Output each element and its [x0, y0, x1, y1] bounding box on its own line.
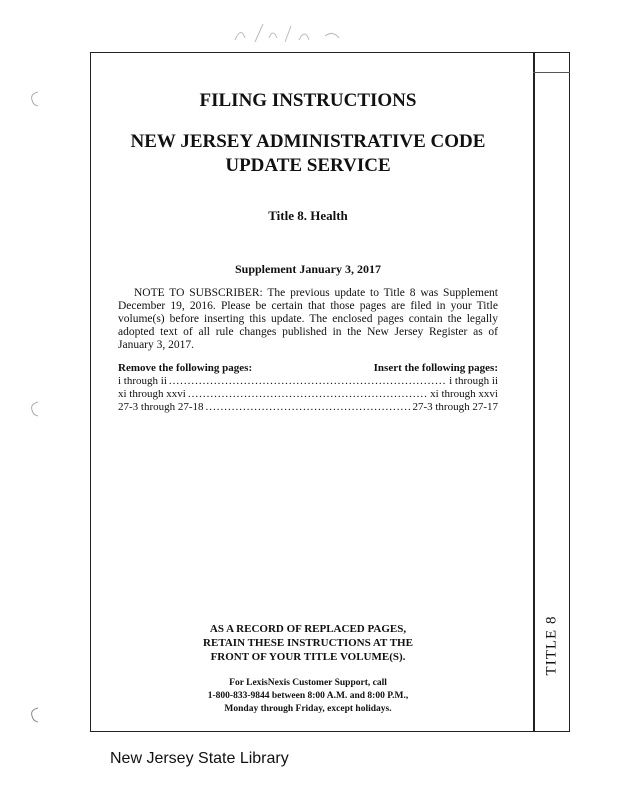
- support-line-1: For LexisNexis Customer Support, call: [229, 678, 387, 688]
- tab-divider-line: [533, 52, 535, 732]
- code-title-line-2: UPDATE SERVICE: [225, 155, 391, 176]
- punch-hole-mark: [28, 400, 42, 418]
- code-title-line-1: NEW JERSEY ADMINISTRATIVE CODE: [130, 131, 486, 152]
- supplement-date: Supplement January 3, 2017: [234, 262, 382, 276]
- subscriber-note: NOTE TO SUBSCRIBER: The previous update to Title 8 was Supplement December 19, 2016. Please be certain that those pages are filed in your Title volume(s) before inserting this update. The enclosed pages contain the legally adopted text of all rule changes published in the New Jersey Register as of January 3, 2017.: [118, 287, 498, 351]
- record-line-3: FRONT OF YOUR TITLE VOLUME(S).: [210, 651, 406, 663]
- table-row: [118, 375, 498, 388]
- dot-leader: [206, 401, 411, 414]
- dot-leader: [169, 375, 447, 388]
- dot-leader: [188, 388, 428, 401]
- filing-instructions-heading: FILING INSTRUCTIONS: [199, 90, 417, 111]
- insert-pages-cell: xi through xxvi: [430, 388, 498, 400]
- title-tab: [536, 600, 568, 690]
- insert-pages-header: Insert the following pages:: [373, 362, 498, 374]
- title-tab-label: TITLE 8: [543, 615, 560, 675]
- remove-pages-cell: xi through xxvi: [118, 388, 186, 400]
- punch-hole-mark: [28, 706, 42, 724]
- main-content: [118, 90, 498, 414]
- handwritten-scribble-mark: [225, 18, 365, 48]
- record-line-1: AS A RECORD OF REPLACED PAGES,: [209, 623, 407, 635]
- remove-pages-header: Remove the following pages:: [118, 362, 253, 374]
- pages-table: [118, 362, 498, 414]
- pages-table-header: [118, 362, 498, 375]
- customer-support-info: [118, 677, 498, 716]
- code-title-heading: [118, 130, 498, 178]
- remove-pages-cell: i through ii: [118, 375, 167, 387]
- support-line-2: 1-800-833-9844 between 8:00 A.M. and 8:00 P.M.,: [207, 691, 409, 701]
- table-row: [118, 388, 498, 401]
- record-instructions: [118, 622, 498, 664]
- remove-pages-cell: 27-3 through 27-18: [118, 401, 204, 413]
- insert-pages-cell: i through ii: [449, 375, 498, 387]
- title-subheading: Title 8. Health: [268, 208, 348, 223]
- tab-top-rule: [533, 72, 570, 73]
- library-stamp: New Jersey State Library: [110, 750, 289, 767]
- support-line-3: Monday through Friday, except holidays.: [224, 704, 392, 714]
- insert-pages-cell: 27-3 through 27-17: [412, 401, 498, 413]
- punch-hole-mark: [28, 90, 42, 108]
- table-row: [118, 401, 498, 414]
- record-line-2: RETAIN THESE INSTRUCTIONS AT THE: [203, 637, 413, 649]
